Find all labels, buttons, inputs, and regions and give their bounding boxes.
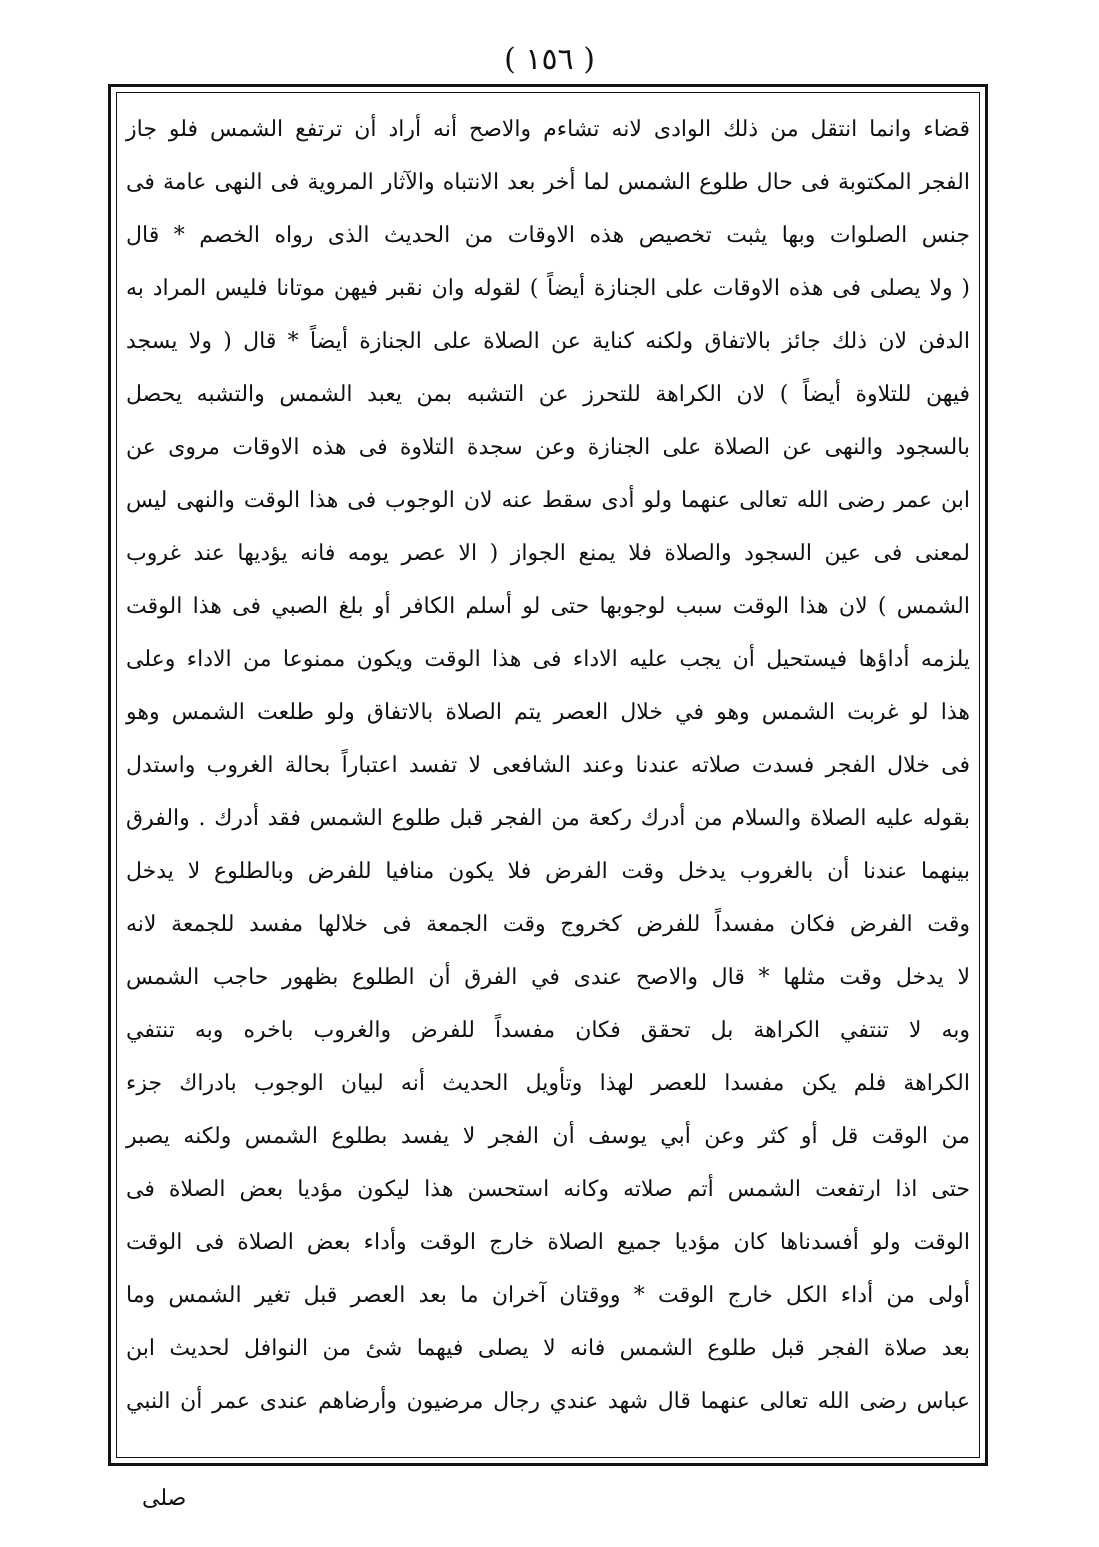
- body-text: [120, 103, 976, 1428]
- text-line: ( ولا يصلى فى هذه الاوقات على الجنازة أيضاً ) لقوله وان نقبر فيهن موتانا فليس المراد به: [126, 276, 970, 301]
- text-line: وبه لا تنتفي الكراهة بل تحقق فكان مفسداً للفرض والغروب باخره وبه تنتفي: [126, 1018, 970, 1043]
- text-line: هذا لو غربت الشمس وهو في خلال العصر يتم الصلاة بالاتفاق ولو طلعت الشمس وهو: [126, 700, 970, 725]
- text-line: عباس رضى الله تعالى عنهما قال شهد عندي رجال مرضيون وأرضاهم عندى عمر أن النبي: [126, 1389, 970, 1414]
- text-line: الفجر المكتوبة فى حال طلوع الشمس لما أخر بعد الانتباه والآثار المروية فى النهى عامة فى: [126, 170, 970, 195]
- text-line: بالسجود والنهى عن الصلاة على الجنازة وعن سجدة التلاوة فى هذه الاوقات مروى عن: [126, 435, 971, 460]
- text-line: بقوله عليه الصلاة والسلام من أدرك ركعة من الفجر قبل طلوع الشمس فقد أدرك . والفرق: [126, 806, 970, 831]
- text-line: فى خلال الفجر فسدت صلاته عندنا وعند الشافعى لا تفسد اعتباراً بحالة الغروب واستدل: [126, 753, 970, 778]
- text-line: لمعنى فى عين السجود والصلاة فلا يمنع الجواز ( الا عصر يومه فانه يؤديها عند غروب: [126, 541, 970, 566]
- text-line: بعد صلاة الفجر قبل طلوع الشمس فانه لا يصلى فيهما شئ من النوافل لحديث ابن: [126, 1336, 970, 1361]
- text-line: لا يدخل وقت مثلها * قال والاصح عندى في الفرق أن الطلوع بظهور حاجب الشمس: [126, 965, 970, 990]
- text-line: حتى اذا ارتفعت الشمس أتم صلاته وكانه استحسن هذا ليكون مؤديا بعض الصلاة فى: [126, 1177, 970, 1202]
- text-line: قضاء وانما انتقل من ذلك الوادى لانه تشاءم والاصح أنه أراد أن ترتفع الشمس فلو جاز: [126, 117, 970, 142]
- text-line: الوقت ولو أفسدناها كان مؤديا جميع الصلاة خارج الوقت وأداء بعض الصلاة فى الوقت: [126, 1230, 970, 1255]
- text-line: بينهما عندنا أن بالغروب يدخل وقت الفرض فلا يكون منافيا للفرض وبالطلوع لا يدخل: [126, 859, 970, 884]
- text-line: وقت الفرض فكان مفسداً للفرض كخروج وقت الجمعة فى خلالها مفسد للجمعة لانه: [126, 912, 970, 937]
- text-line: أولى من أداء الكل خارج الوقت * ووقتان آخران ما بعد العصر قبل تغير الشمس وما: [126, 1283, 970, 1308]
- page-number: ( ١٥٦ ): [504, 42, 595, 77]
- text-line: الشمس ) لان هذا الوقت سبب لوجوبها حتى لو أسلم الكافر أو بلغ الصبي فى هذا الوقت: [126, 594, 970, 619]
- text-line: الدفن لان ذلك جائز بالاتفاق ولكنه كناية عن الصلاة على الجنازة أيضاً * قال ( ولا يسجد: [126, 329, 970, 354]
- text-line: فيهن للتلاوة أيضاً ) لان الكراهة للتحرز عن التشبه بمن يعبد الشمس والتشبه يحصل: [126, 382, 970, 407]
- text-line: من الوقت قل أو كثر وعن أبي يوسف أن الفجر لا يفسد بطلوع الشمس ولكنه يصبر: [126, 1124, 970, 1149]
- text-line: يلزمه أداؤها فيستحيل أن يجب عليه الاداء فى هذا الوقت ويكون ممنوعا من الاداء وعلى: [126, 647, 970, 672]
- catchword: صلى: [142, 1486, 187, 1511]
- text-line: جنس الصلوات وبها يثبت تخصيص هذه الاوقات من الحديث الذى رواه الخصم * قال: [126, 223, 970, 248]
- text-line: ابن عمر رضى الله تعالى عنهما ولو أدى سقط عنه لان الوجوب فى هذا الوقت والنهى ليس: [126, 488, 970, 513]
- text-line: الكراهة فلم يكن مفسدا للعصر لهذا وتأويل الحديث أنه لبيان الوجوب بادراك جزء: [126, 1071, 970, 1096]
